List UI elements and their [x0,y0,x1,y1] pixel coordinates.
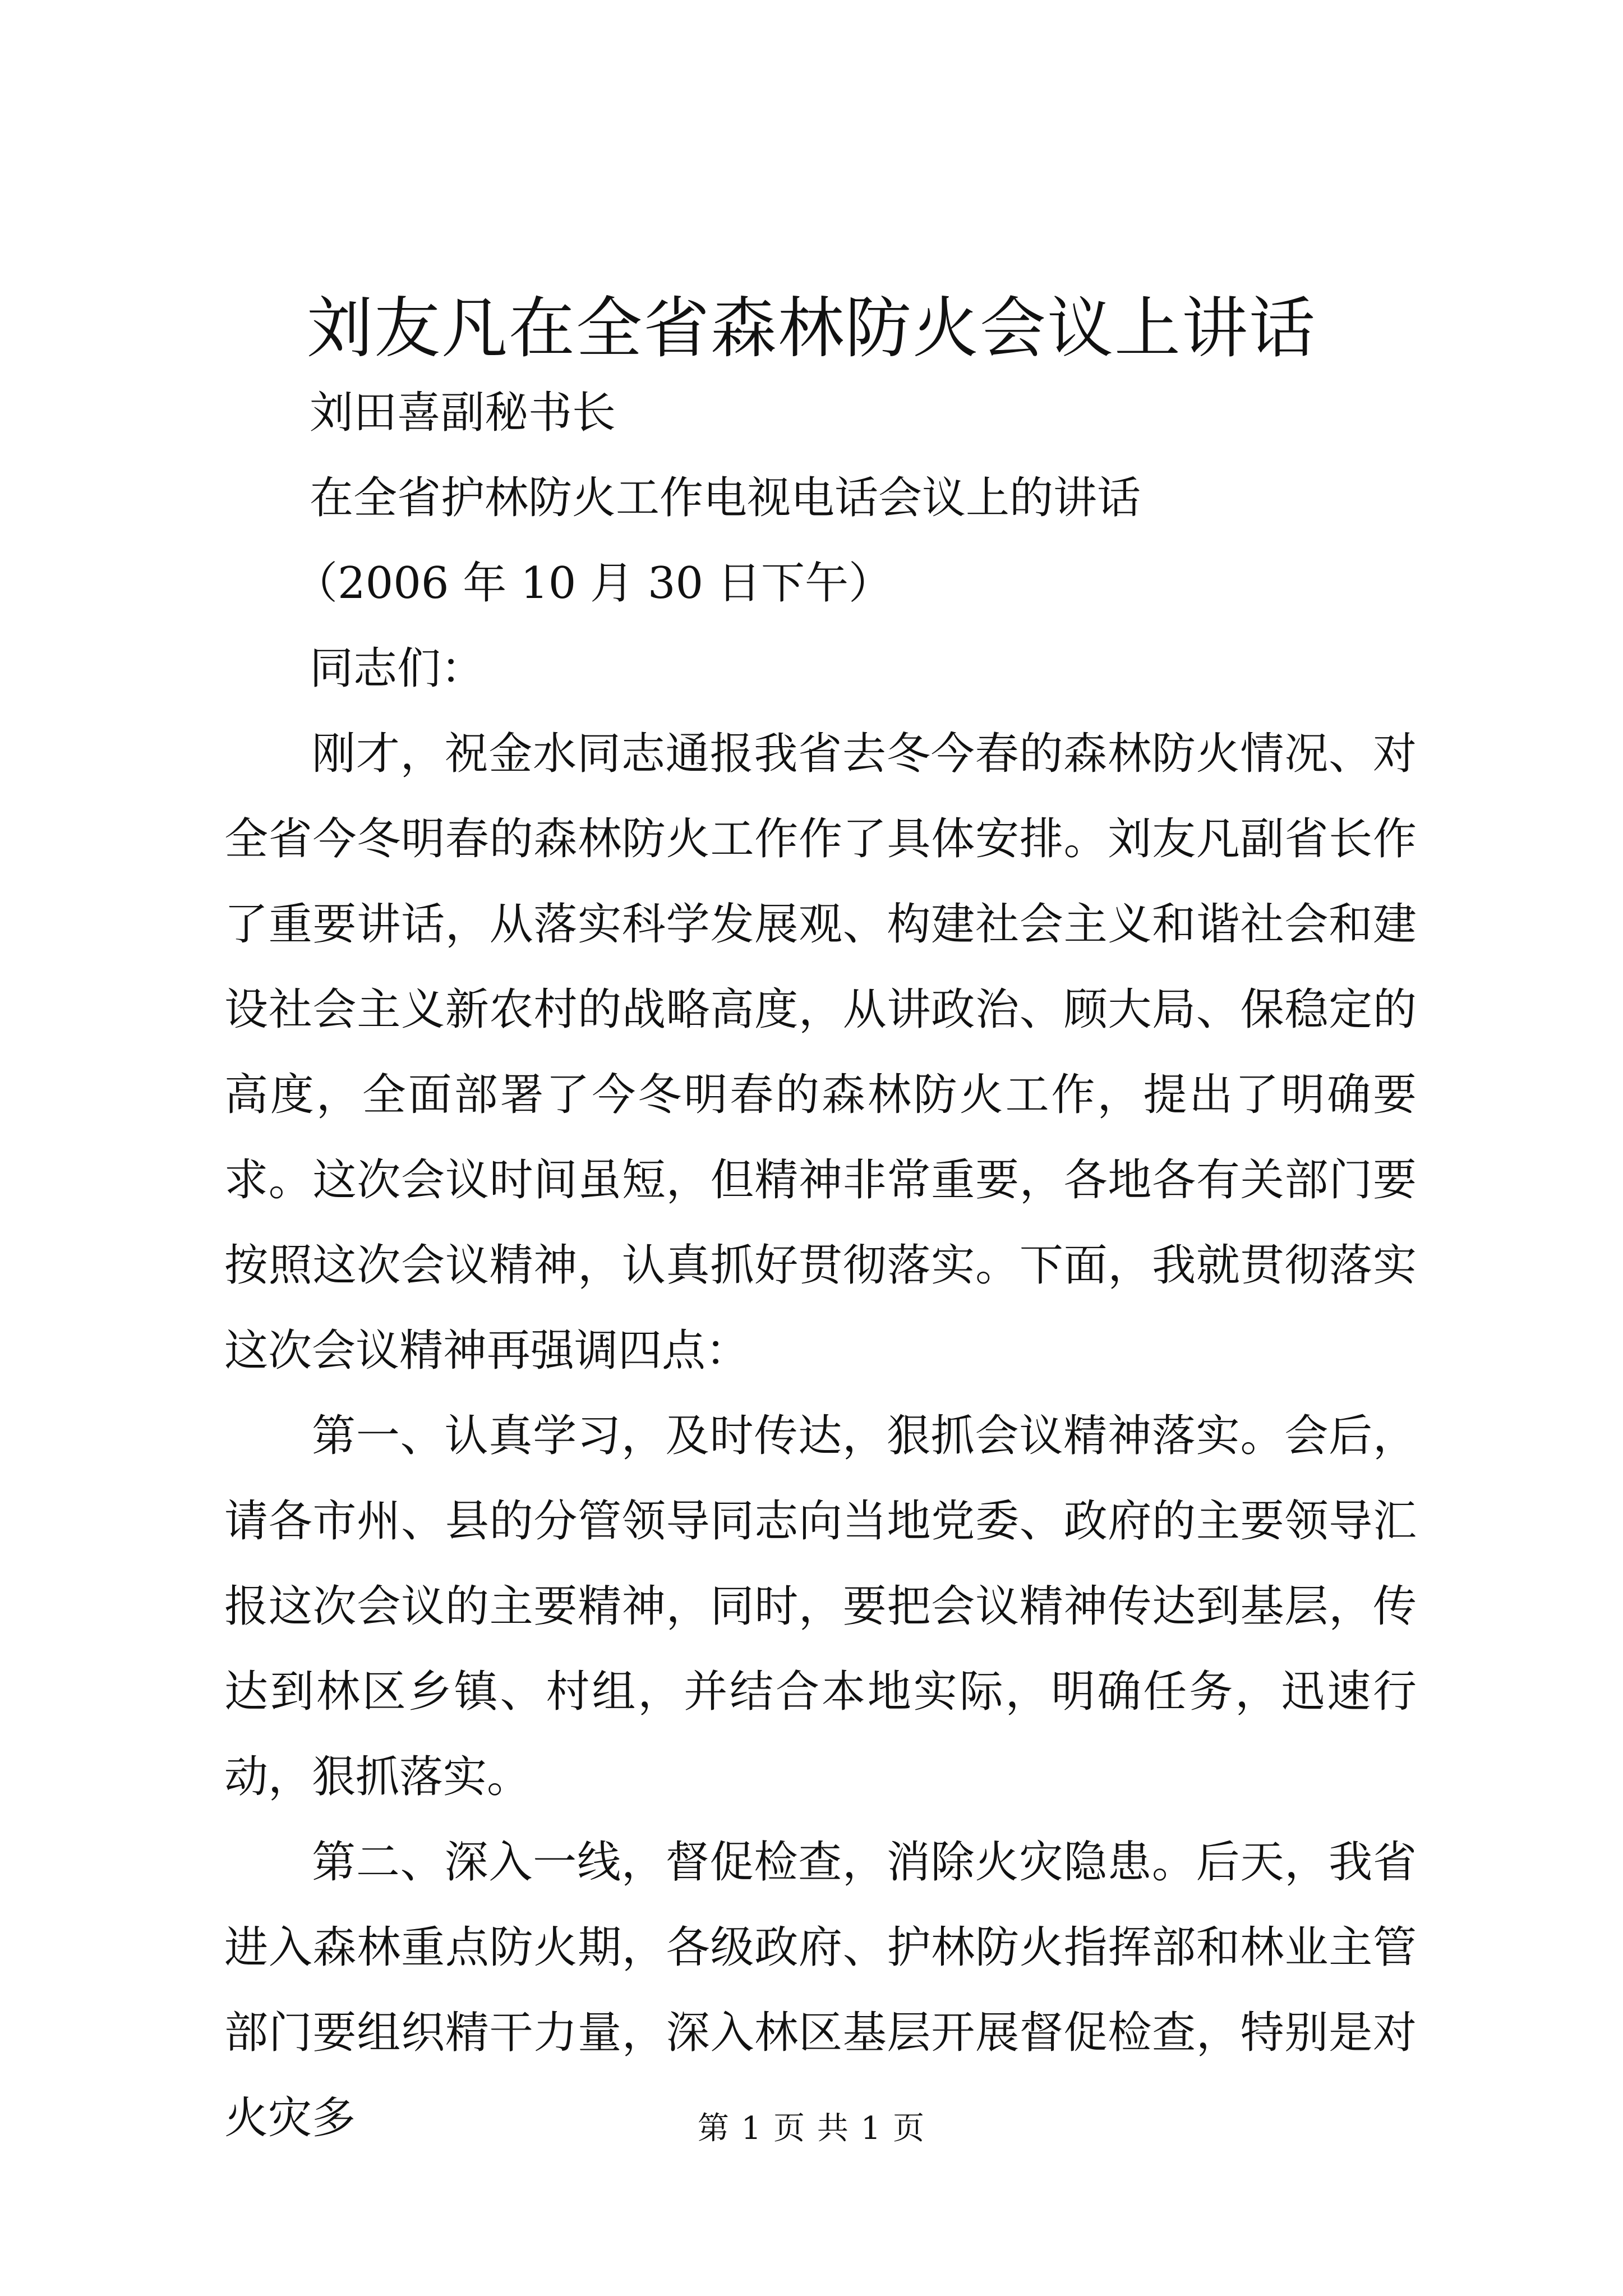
date-line: （2006 年 10 月 30 日下午） [294,558,892,609]
occasion-line: 在全省护林防火工作电视电话会议上的讲话 [310,473,1141,523]
salutation-line: 同志们： [310,643,485,694]
page-footer: 第 1 页 共 1 页 [697,2110,926,2147]
paragraph: 刚才，祝金水同志通报我省去冬今春的森林防火情况、对全省今冬明春的森林防火工作作了具体安排。刘友凡副省长作了重要讲话，从落实科学发展观、构建社会主义和谐社会和建设社会主义新农村的战略高度，从讲政治、顾大局、保稳定的高度，全面部署了今冬明春的森林防火工作，提出了明确要求。这次会议时间虽短，但精神非常重要，各地各有关部门要按照这次会议精神，认真抓好贯彻落实。下面，我就贯彻落实这次会议精神再强调四点： [224,729,1417,1376]
document-title: 刘友凡在全省森林防火会议上讲话 [306,289,1316,367]
speaker-line: 刘田喜副秘书长 [310,388,616,438]
paragraph: 第二、深入一线，督促检查，消除火灾隐患。后天，我省进入森林重点防火期，各级政府、护林防火指挥部和林业主管部门要组织精干力量，深入林区基层开展督促检查，特别是对火灾多 [224,1837,1417,2143]
paragraph: 第一、认真学习，及时传达，狠抓会议精神落实。会后，请各市州、县的分管领导同志向当地党委、政府的主要领导汇报这次会议的主要精神，同时，要把会议精神传达到基层，传达到林区乡镇、村组，并结合本地实际，明确任务，迅速行动，狠抓落实。 [224,1411,1417,1802]
document-body [224,370,1417,2161]
